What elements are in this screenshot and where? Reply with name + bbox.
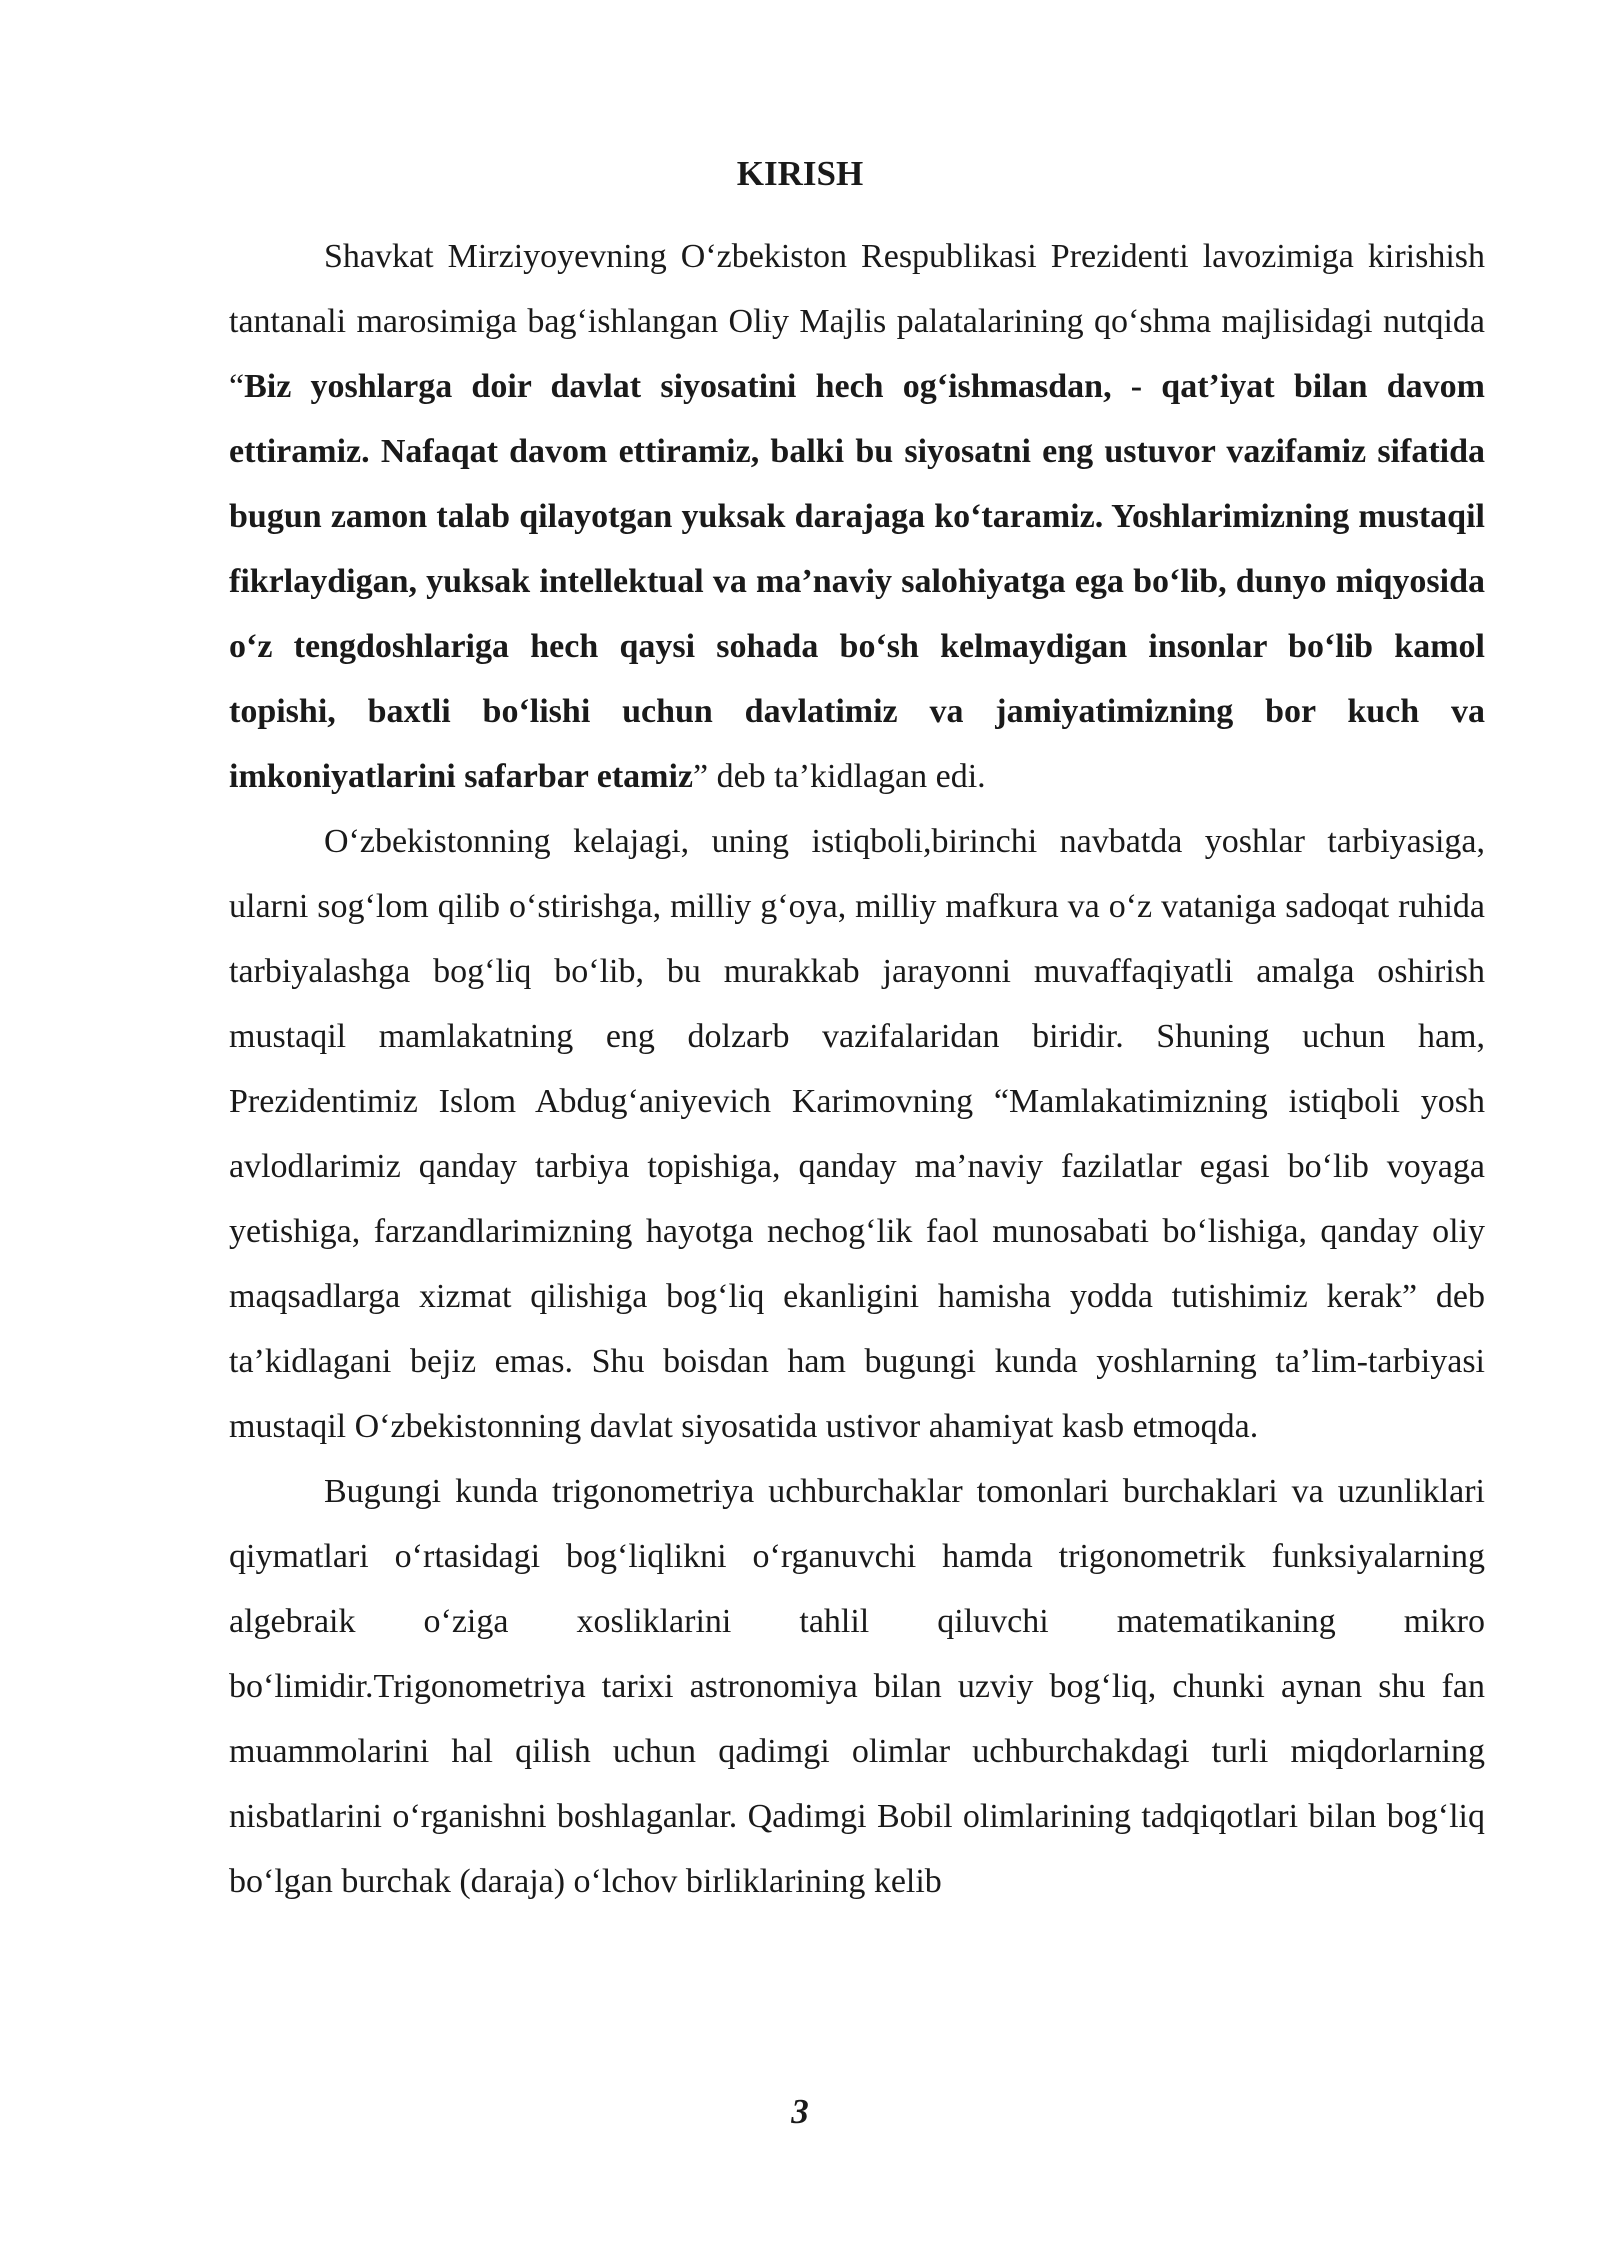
paragraph-1-tail: ” deb ta’kidlagan edi. [693, 758, 986, 795]
page-number: 3 [791, 2092, 809, 2131]
paragraph-1-lead: Shavkat Mirziyoyevning O‘zbekiston Respublikasi Prezidenti lavozimiga kirishish tantanali marosimiga bag‘ishlangan Oliy Majlis palatalarining qo‘shma majlisidagi nutqida “ [229, 238, 1485, 405]
paragraph-3: Bugungi kunda trigonometriya uchburchaklar tomonlari burchaklari va uzunliklari qiymatlari o‘rtasidagi bog‘liqlikni o‘rganuvchi hamda trigonometrik funksiyalarning algebraik o‘ziga xosliklarini tahlil qiluvchi matematikaning mikro bo‘limidir.Trigonometriya tarixi astronomiya bilan uzviy bog‘liq, chunki aynan shu fan muammolarini hal qilish uchun qadimgi olimlar uchburchakdagi turli miqdorlarning nisbatlarini o‘rganishni boshlaganlar. Qadimgi Bobil olimlarining tadqiqotlari bilan bog‘liq bo‘lgan burchak (daraja) o‘lchov birliklarining kelib [229, 1473, 1485, 1900]
body-text [229, 224, 1485, 1914]
paragraph-2: O‘zbekistonning kelajagi, uning istiqboli,birinchi navbatda yoshlar tarbiyasiga, ularni sog‘lom qilib o‘stirishga, milliy g‘oya, milliy mafkura va o‘z vataniga sadoqat ruhida tarbiyalashga bog‘liq bo‘lib, bu murakkab jarayonni muvaffaqiyatli amalga oshirish mustaqil mamlakatning eng dolzarb vazifalaridan biridir. Shuning uchun ham, Prezidentimiz Islom Abdug‘aniyevich Karimovning “Mamlakatimizning istiqboli yosh avlodlarimiz qanday tarbiya topishiga, qanday ma’naviy fazilatlar egasi bo‘lib voyaga yetishiga, farzandlarimizning hayotga nechog‘lik faol munosabati bo‘lishiga, qanday oliy maqsadlarga xizmat qilishiga bog‘liq ekanligini hamisha yodda tutishimiz kerak” deb ta’kidlagani bejiz emas. Shu boisdan ham bugungi kunda yoshlarning ta’lim-tarbiyasi mustaqil O‘zbekistonning davlat siyosatida ustivor ahamiyat kasb etmoqda. [229, 823, 1485, 1445]
paragraph-1 [229, 224, 1485, 809]
page-title: KIRISH [736, 154, 864, 193]
paragraph-1-quote: Biz yoshlarga doir davlat siyosatini hech og‘ishmasdan, - qat’iyat bilan davom ettiramiz. Nafaqat davom ettiramiz, balki bu siyosatni eng ustuvor vazifamiz sifatida bugun zamon talab qilayotgan yuksak darajaga ko‘taramiz. Yoshlarimizning mustaqil fikrlaydigan, yuksak intellektual va ma’naviy salohiyatga ega bo‘lib, dunyo miqyosida o‘z tengdoshlariga hech qaysi sohada bo‘sh kelmaydigan insonlar bo‘lib kamol topishi, baxtli bo‘lishi uchun davlatimiz va jamiyatimizning bor kuch va imkoniyatlarini safarbar etamiz [229, 368, 1485, 795]
